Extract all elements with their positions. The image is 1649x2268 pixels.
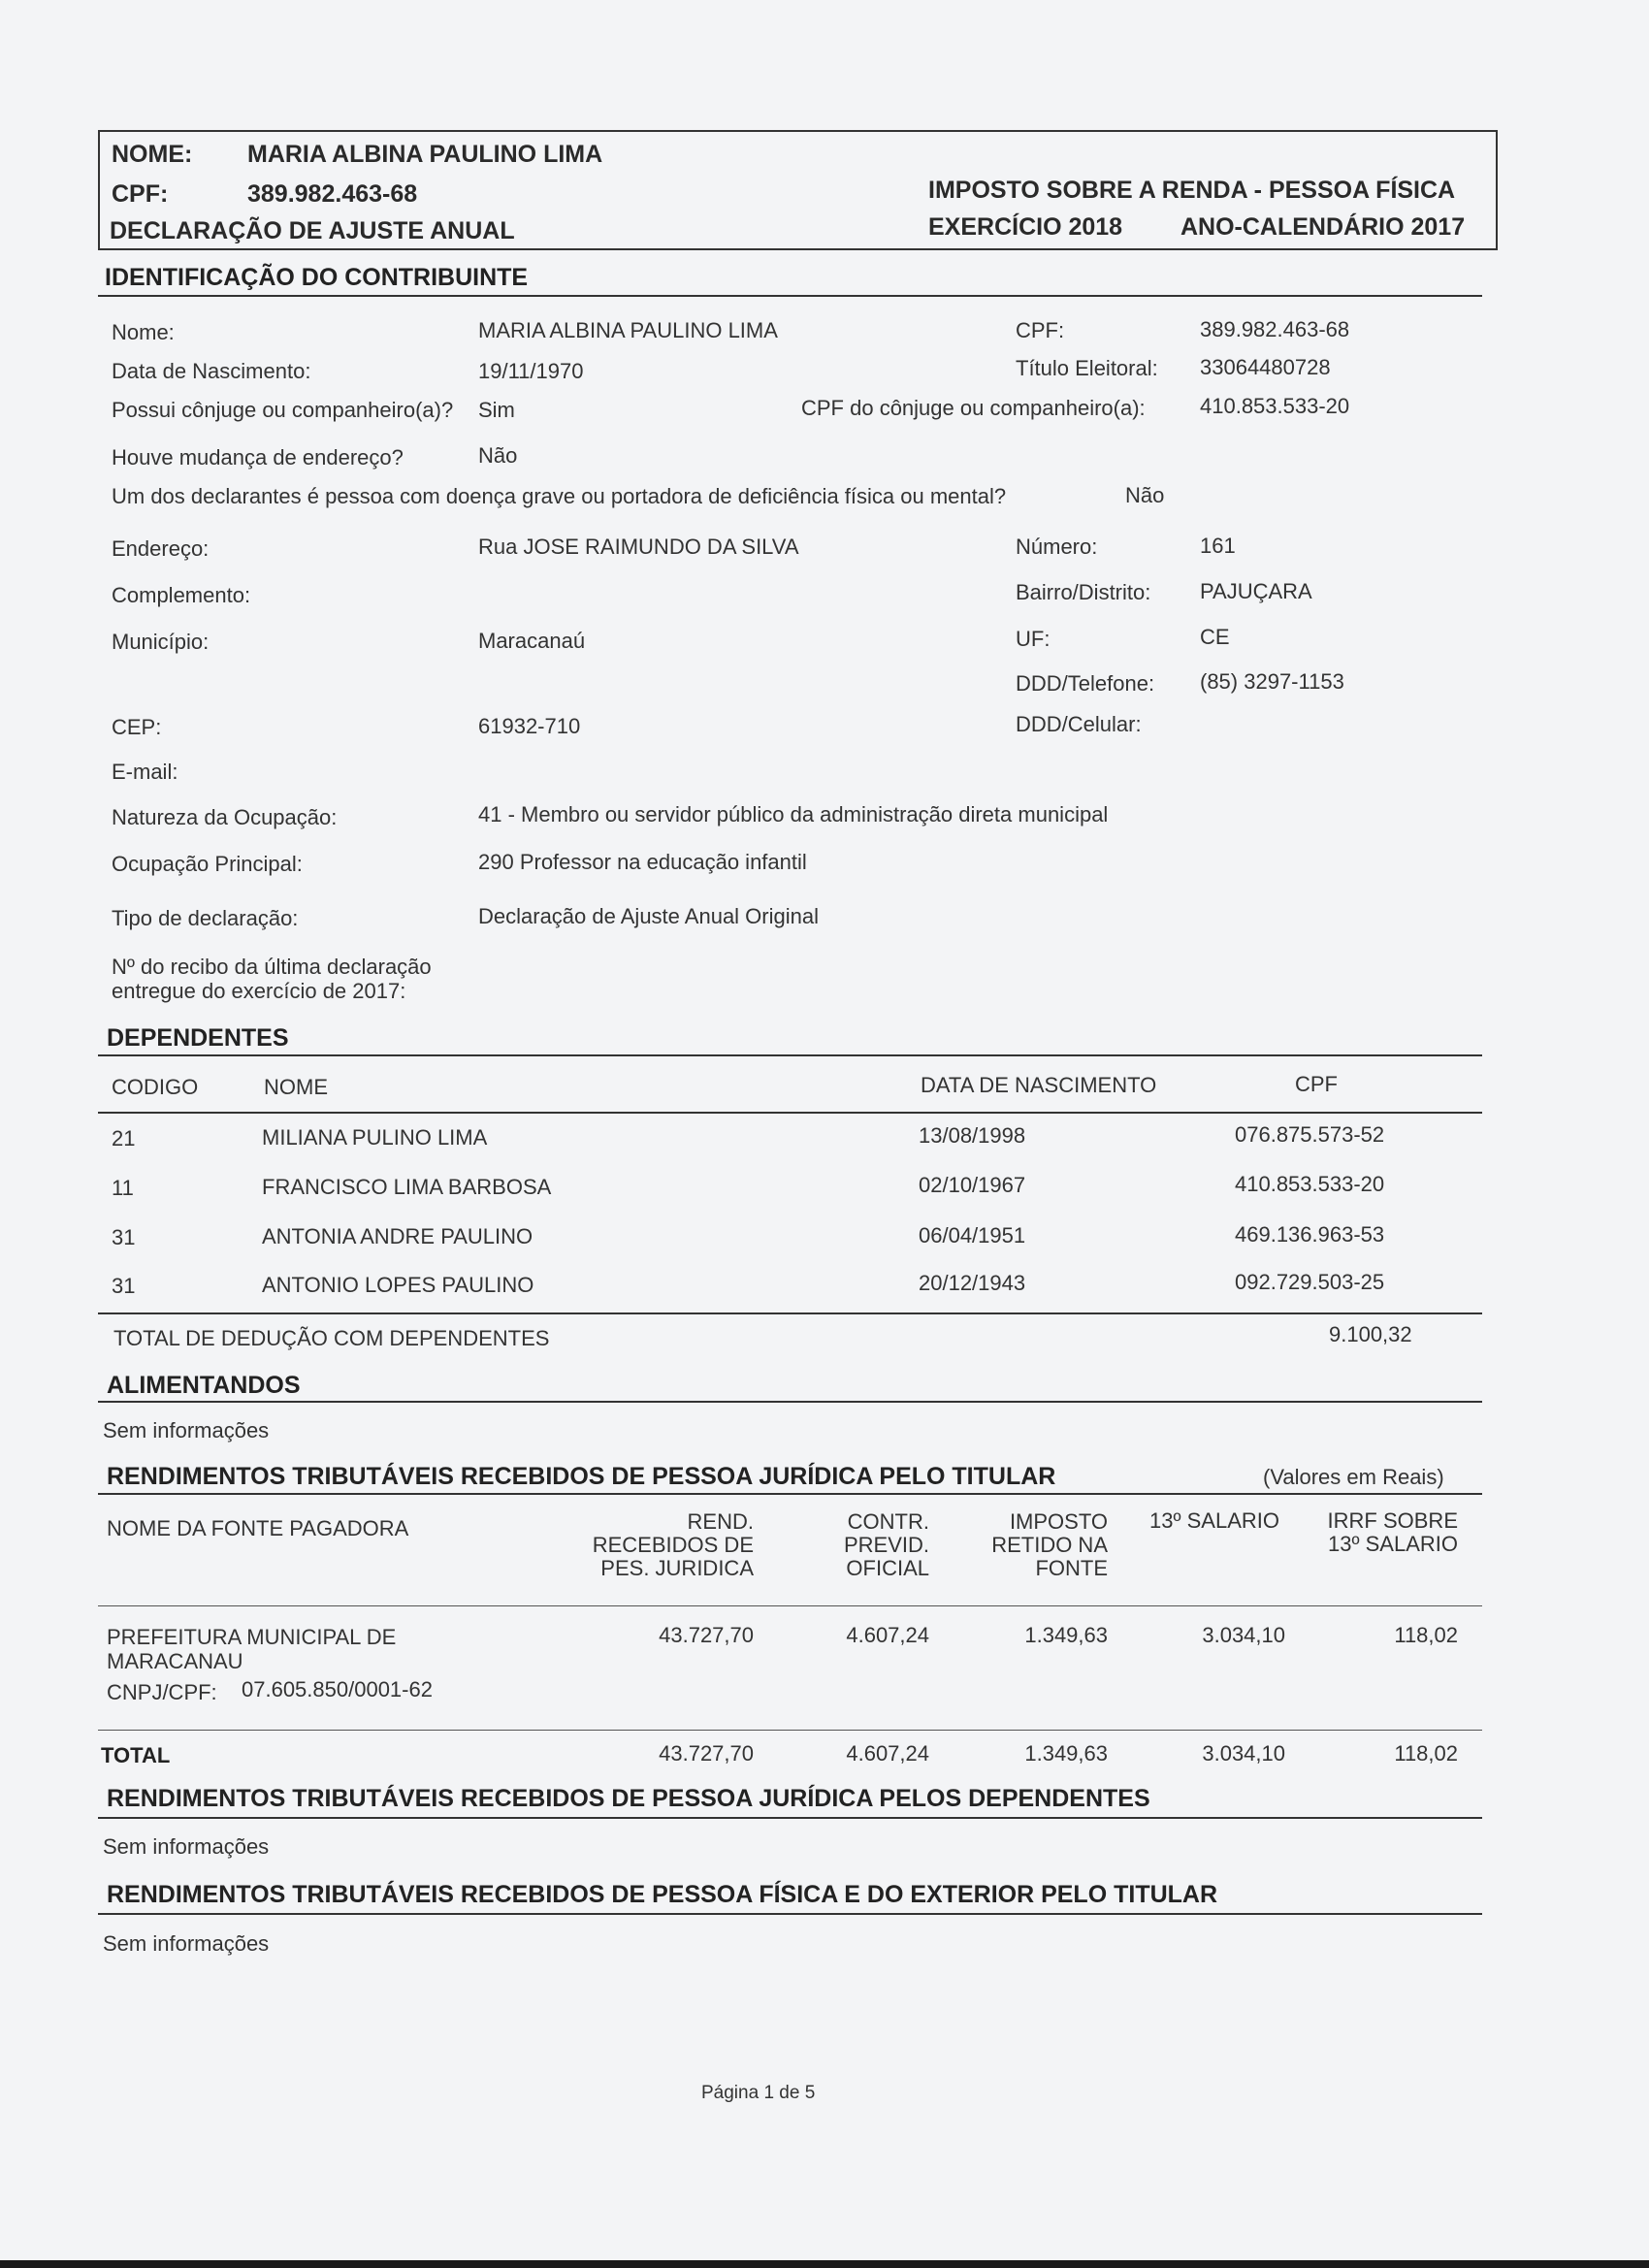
divider xyxy=(98,1312,1482,1314)
section-title-alimentandos: ALIMENTANDOS xyxy=(107,1372,301,1399)
cep-label: CEP: xyxy=(112,715,162,739)
divider xyxy=(98,1054,1482,1056)
complemento-label: Complemento: xyxy=(112,583,251,607)
endereco-label: Endereço: xyxy=(112,536,210,561)
tipo-label: Tipo de declaração: xyxy=(112,906,299,930)
salario13-value: 3.034,10 xyxy=(1202,1623,1285,1647)
col-codigo: CODIGO xyxy=(112,1075,199,1099)
cpf-value: 389.982.463-68 xyxy=(1200,317,1350,341)
col-irrf-line1: IRRF SOBRE xyxy=(1327,1508,1458,1533)
header-exercicio: EXERCÍCIO 2018 xyxy=(928,213,1123,241)
total-salario13: 3.034,10 xyxy=(1202,1741,1285,1766)
divider xyxy=(98,1401,1482,1403)
header-ano-calendario: ANO-CALENDÁRIO 2017 xyxy=(1180,213,1466,241)
municipio-label: Município: xyxy=(112,630,210,654)
doenca-label: Um dos declarantes é pessoa com doença grave ou portadora de deficiência física ou mental? xyxy=(112,484,1007,508)
col-nome: NOME xyxy=(264,1075,328,1099)
mudanca-label: Houve mudança de endereço? xyxy=(112,445,404,470)
col-contr-line1: CONTR. xyxy=(847,1509,929,1534)
header-nome-value: MARIA ALBINA PAULINO LIMA xyxy=(247,141,603,168)
dependente-nascimento: 02/10/1967 xyxy=(919,1173,1026,1197)
section-title-rendimentos-titular: RENDIMENTOS TRIBUTÁVEIS RECEBIDOS DE PESSOA JURÍDICA PELO TITULAR xyxy=(107,1463,1056,1490)
imposto-value: 1.349,63 xyxy=(1024,1623,1108,1647)
bairro-label: Bairro/Distrito: xyxy=(1016,580,1151,604)
divider xyxy=(98,1493,1482,1495)
dependente-codigo: 21 xyxy=(112,1126,136,1150)
cep-value: 61932-710 xyxy=(478,714,581,738)
natureza-value: 41 - Membro ou servidor público da administração direta municipal xyxy=(478,802,1109,826)
valores-note: (Valores em Reais) xyxy=(1263,1465,1444,1489)
col-irrf-line2: 13º SALARIO xyxy=(1328,1532,1458,1556)
divider xyxy=(98,1605,1482,1606)
cpf-conjuge-label: CPF do cônjuge ou companheiro(a): xyxy=(801,396,1146,420)
bairro-value: PAJUÇARA xyxy=(1200,579,1312,603)
header-declaracao: DECLARAÇÃO DE AJUSTE ANUAL xyxy=(110,217,515,244)
contr-value: 4.607,24 xyxy=(846,1623,929,1647)
dependente-nome: FRANCISCO LIMA BARBOSA xyxy=(262,1175,552,1199)
fonte-nome-line2: MARACANAU xyxy=(107,1649,243,1673)
fonte-nome-line1: PREFEITURA MUNICIPAL DE xyxy=(107,1625,397,1649)
cpf-label: CPF: xyxy=(1016,318,1065,342)
total-imposto: 1.349,63 xyxy=(1024,1741,1108,1766)
page-number: Página 1 de 5 xyxy=(701,2083,816,2103)
col-imposto-line3: FONTE xyxy=(1035,1556,1108,1580)
divider xyxy=(98,1730,1482,1731)
dependente-nome: ANTONIA ANDRE PAULINO xyxy=(262,1224,534,1248)
municipio-value: Maracanaú xyxy=(478,629,586,653)
nascimento-label: Data de Nascimento: xyxy=(112,359,311,383)
total-label: TOTAL xyxy=(101,1743,171,1767)
numero-label: Número: xyxy=(1016,535,1098,559)
total-irrf: 118,02 xyxy=(1394,1741,1458,1766)
recibo-label-line1: Nº do recibo da última declaração xyxy=(112,955,432,979)
dependente-nascimento: 06/04/1951 xyxy=(919,1223,1026,1247)
irrf-value: 118,02 xyxy=(1394,1623,1458,1647)
dependente-cpf: 469.136.963-53 xyxy=(1235,1222,1385,1247)
nome-value: MARIA ALBINA PAULINO LIMA xyxy=(478,318,778,342)
header-imposto: IMPOSTO SOBRE A RENDA - PESSOA FÍSICA xyxy=(928,177,1456,204)
col-13-salario: 13º SALARIO xyxy=(1149,1508,1279,1533)
cpf-conjuge-value: 410.853.533-20 xyxy=(1200,394,1350,418)
col-rend-line3: PES. JURIDICA xyxy=(600,1556,754,1580)
col-rend-line1: REND. xyxy=(687,1509,754,1534)
dependente-cpf: 092.729.503-25 xyxy=(1235,1270,1385,1294)
dependentes-total-value: 9.100,32 xyxy=(1329,1322,1412,1346)
header-cpf-value: 389.982.463-68 xyxy=(247,180,418,208)
total-contr: 4.607,24 xyxy=(846,1741,929,1766)
tipo-value: Declaração de Ajuste Anual Original xyxy=(478,904,819,928)
uf-label: UF: xyxy=(1016,627,1051,651)
telefone-label: DDD/Telefone: xyxy=(1016,671,1155,696)
ocupacao-value: 290 Professor na educação infantil xyxy=(478,850,807,874)
doenca-value: Não xyxy=(1125,483,1165,507)
dependente-codigo: 11 xyxy=(112,1176,134,1200)
cnpj-value: 07.605.850/0001-62 xyxy=(242,1677,433,1701)
titulo-value: 33064480728 xyxy=(1200,355,1331,379)
col-cpf: CPF xyxy=(1295,1072,1338,1096)
scan-edge xyxy=(0,2260,1649,2268)
dependente-nome: ANTONIO LOPES PAULINO xyxy=(262,1273,534,1297)
rendimentos-dependentes-info: Sem informações xyxy=(103,1834,270,1859)
numero-value: 161 xyxy=(1200,534,1236,558)
rendimentos-pf-info: Sem informações xyxy=(103,1931,270,1956)
email-label: E-mail: xyxy=(112,760,178,784)
nascimento-value: 19/11/1970 xyxy=(478,359,584,383)
rend-value: 43.727,70 xyxy=(659,1623,754,1647)
header-cpf-label: CPF: xyxy=(112,180,169,208)
telefone-value: (85) 3297-1153 xyxy=(1200,669,1344,694)
col-imposto-line2: RETIDO NA xyxy=(991,1533,1108,1557)
col-contr-line3: OFICIAL xyxy=(846,1556,929,1580)
nome-label: Nome: xyxy=(112,320,175,344)
header-nome-label: NOME: xyxy=(112,141,193,168)
titulo-label: Título Eleitoral: xyxy=(1016,356,1158,380)
divider xyxy=(98,1112,1482,1114)
ocupacao-label: Ocupação Principal: xyxy=(112,852,303,876)
divider xyxy=(98,295,1482,297)
section-title-rendimentos-dependentes: RENDIMENTOS TRIBUTÁVEIS RECEBIDOS DE PESSOA JURÍDICA PELOS DEPENDENTES xyxy=(107,1785,1150,1812)
divider xyxy=(98,1913,1482,1915)
natureza-label: Natureza da Ocupação: xyxy=(112,805,338,829)
cnpj-label: CNPJ/CPF: xyxy=(107,1680,217,1704)
col-fonte-pagadora: NOME DA FONTE PAGADORA xyxy=(107,1516,409,1540)
section-title-dependentes: DEPENDENTES xyxy=(107,1024,289,1052)
uf-value: CE xyxy=(1200,625,1230,649)
divider xyxy=(98,1817,1482,1819)
dependentes-total-label: TOTAL DE DEDUÇÃO COM DEPENDENTES xyxy=(113,1326,550,1350)
dependente-cpf: 410.853.533-20 xyxy=(1235,1172,1385,1196)
dependente-nascimento: 20/12/1943 xyxy=(919,1271,1026,1295)
mudanca-value: Não xyxy=(478,443,518,468)
dependente-nascimento: 13/08/1998 xyxy=(919,1123,1026,1148)
dependente-cpf: 076.875.573-52 xyxy=(1235,1122,1385,1147)
recibo-label-line2: entregue do exercício de 2017: xyxy=(112,979,406,1003)
col-nascimento: DATA DE NASCIMENTO xyxy=(921,1073,1157,1097)
dependente-nome: MILIANA PULINO LIMA xyxy=(262,1125,488,1150)
col-imposto-line1: IMPOSTO xyxy=(1009,1509,1108,1534)
col-contr-line2: PREVID. xyxy=(843,1533,929,1557)
celular-label: DDD/Celular: xyxy=(1016,712,1142,736)
dependente-codigo: 31 xyxy=(112,1274,136,1298)
col-rend-line2: RECEBIDOS DE xyxy=(592,1533,754,1557)
section-title-rendimentos-pf: RENDIMENTOS TRIBUTÁVEIS RECEBIDOS DE PESSOA FÍSICA E DO EXTERIOR PELO TITULAR xyxy=(107,1881,1218,1908)
endereco-value: Rua JOSE RAIMUNDO DA SILVA xyxy=(478,535,799,559)
dependente-codigo: 31 xyxy=(112,1225,136,1249)
alimentandos-info: Sem informações xyxy=(103,1418,270,1442)
conjuge-label: Possui cônjuge ou companheiro(a)? xyxy=(112,398,454,422)
total-rend: 43.727,70 xyxy=(659,1741,754,1766)
section-title-identificacao: IDENTIFICAÇÃO DO CONTRIBUINTE xyxy=(105,264,529,291)
conjuge-value: Sim xyxy=(478,398,515,422)
